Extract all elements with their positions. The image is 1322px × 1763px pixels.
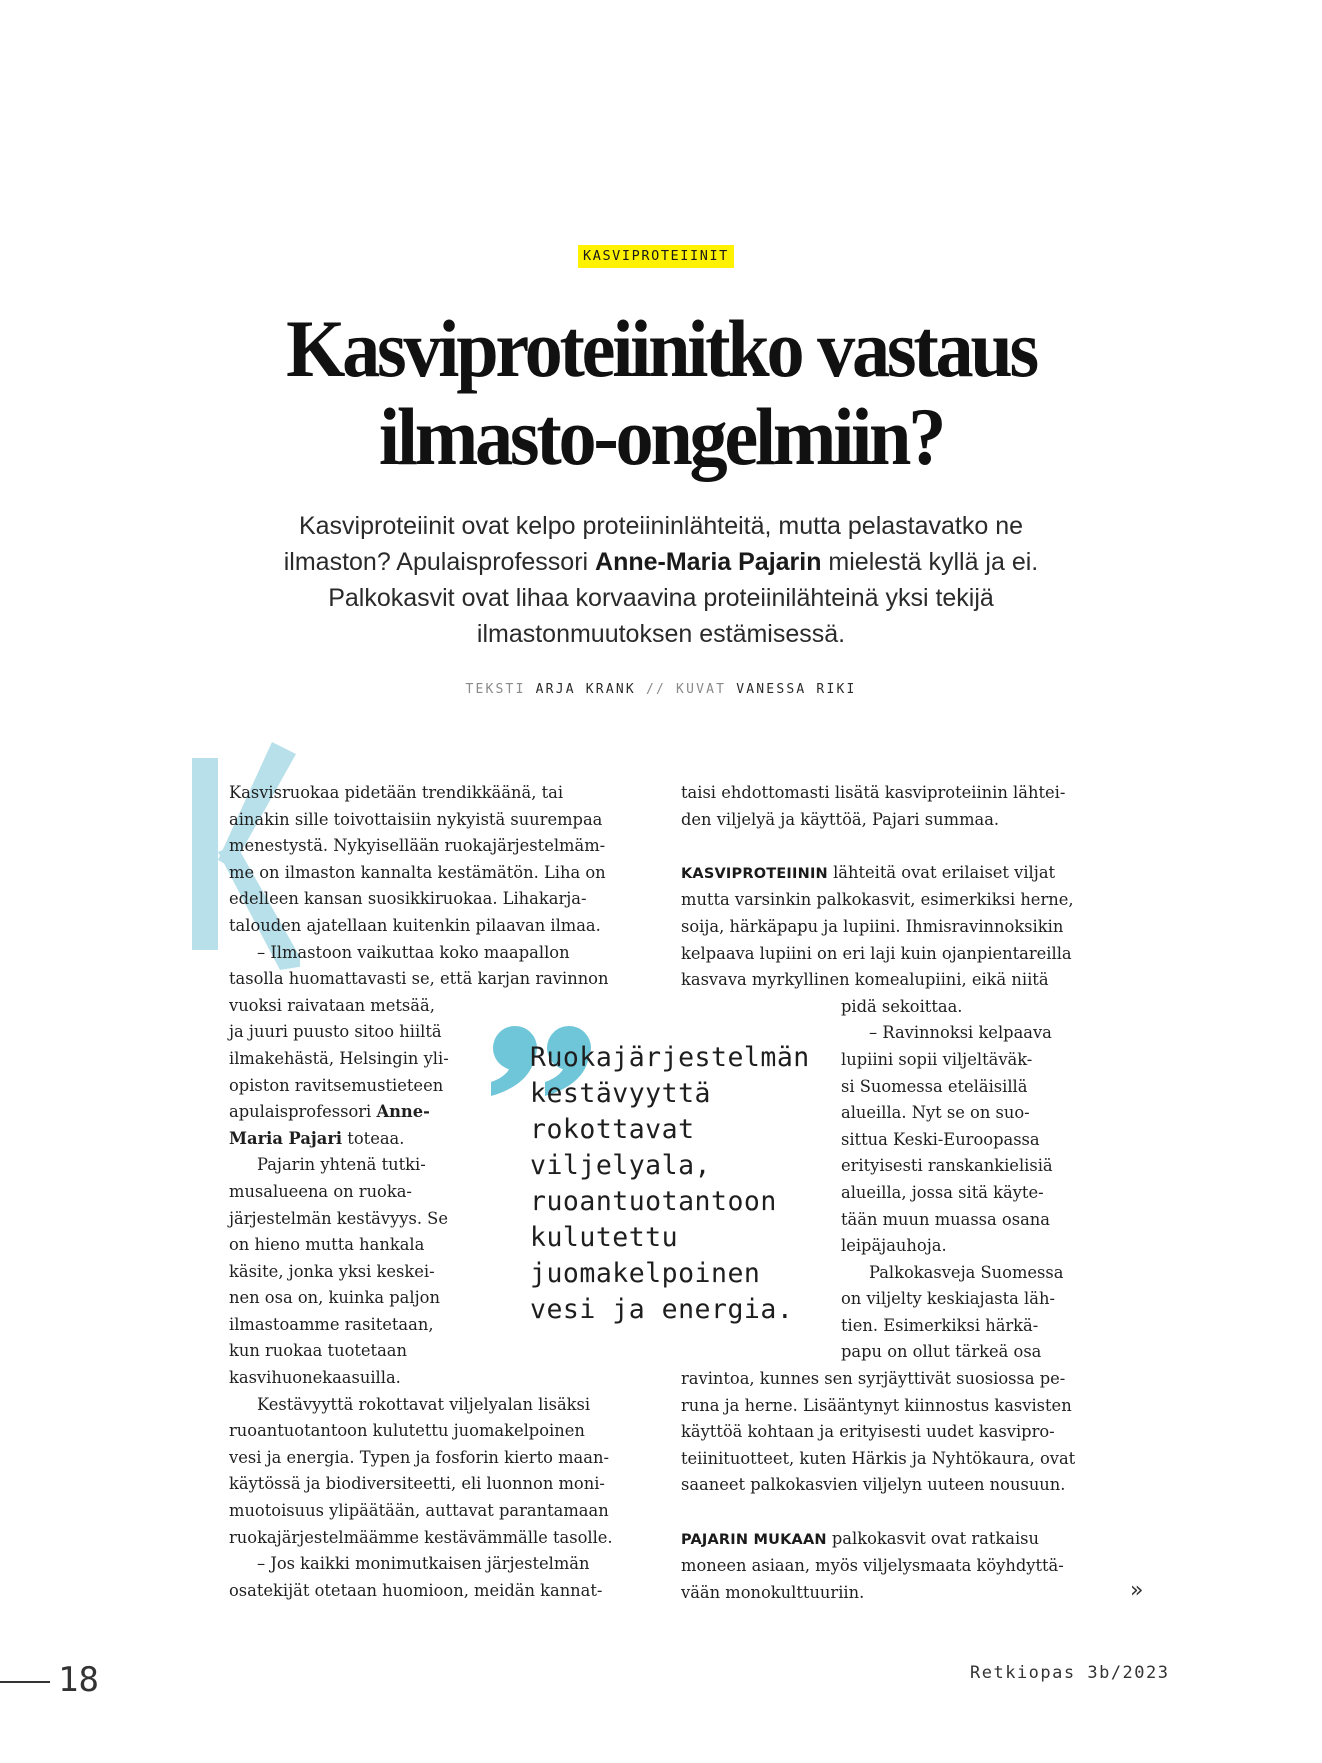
text-line: – Ravinnoksi kelpaava bbox=[869, 1023, 1052, 1043]
text-line: lupiini sopii viljeltäväk- bbox=[841, 1049, 1033, 1069]
page-number: 18 bbox=[58, 1660, 99, 1700]
byline-author: ARJA KRANK bbox=[535, 682, 636, 697]
article-title bbox=[46, 305, 1275, 481]
pull-quote-line: rokottavat bbox=[530, 1114, 695, 1145]
text-line: järjestelmän kestävyys. Se bbox=[229, 1208, 448, 1228]
text-line: ilmastoamme rasitetaan, bbox=[229, 1314, 434, 1334]
text-line: erityisesti ranskankielisiä bbox=[841, 1156, 1053, 1176]
text-line: ainakin sille toivottaisiin nykyistä suurempaa bbox=[229, 809, 603, 829]
pull-quote-line: Ruokajärjestelmän bbox=[530, 1042, 810, 1073]
byline bbox=[0, 682, 1322, 697]
text-line: ravintoa, kunnes sen syrjäyttivät suosiossa pe- bbox=[681, 1369, 1066, 1389]
lead-name: Anne-Maria Pajarin bbox=[595, 548, 822, 576]
text-fragment: palkokasvit ovat ratkaisu bbox=[826, 1528, 1040, 1548]
pull-quote-line: viljelyala, bbox=[530, 1150, 711, 1181]
byline-photo-label: KUVAT bbox=[676, 682, 727, 697]
text-line: papu on ollut tärkeä osa bbox=[841, 1342, 1042, 1362]
text-line: mutta varsinkin palkokasvit, esimerkiksi herne, bbox=[681, 890, 1074, 910]
text-fragment: apulaisprofessori bbox=[229, 1102, 377, 1122]
text-line: si Suomessa eteläisillä bbox=[841, 1076, 1028, 1096]
text-line: on hieno mutta hankala bbox=[229, 1235, 425, 1255]
text-line: pidä sekoittaa. bbox=[841, 996, 963, 1016]
text-line: talouden ajatellaan kuitenkin pilaavan ilmaa. bbox=[229, 915, 601, 935]
text-line: tasolla huomattavasti se, että karjan ravinnon bbox=[229, 969, 609, 989]
text-line: alueilla, jossa sitä käyte- bbox=[841, 1182, 1044, 1202]
text-line bbox=[681, 860, 1101, 888]
text-line: ruokajärjestelmäämme kestävämmälle tasolle. bbox=[229, 1527, 613, 1547]
text-line: osatekijät otetaan huomioon, meidän kannat- bbox=[229, 1580, 603, 1600]
text-line: edelleen kansan suosikkiruokaa. Lihakarja- bbox=[229, 889, 587, 909]
text-line: kun ruokaa tuotetaan bbox=[229, 1341, 407, 1361]
text-line: musalueena on ruoka- bbox=[229, 1181, 412, 1201]
title-line-2: ilmasto-ongelmiin? bbox=[378, 391, 944, 482]
text-line: käsite, jonka yksi keskei- bbox=[229, 1261, 435, 1281]
byline-separator: // bbox=[645, 682, 667, 697]
col2-paragraph-5 bbox=[681, 1526, 1101, 1607]
pull-quote-line: juomakelpoinen bbox=[530, 1258, 761, 1289]
text-line: tien. Esimerkiksi härkä- bbox=[841, 1315, 1039, 1335]
byline-text-label: TEKSTI bbox=[465, 682, 526, 697]
col1-paragraph-4 bbox=[229, 1392, 629, 1552]
pull-quote-line: kestävyyttä bbox=[530, 1078, 711, 1109]
pull-quote-line: vesi ja energia. bbox=[530, 1294, 794, 1325]
interviewee-name: Anne- bbox=[376, 1102, 430, 1122]
text-line: sittua Keski-Euroopassa bbox=[841, 1129, 1040, 1149]
column-2 bbox=[681, 780, 1101, 1606]
text-line: alueilla. Nyt se on suo- bbox=[841, 1103, 1030, 1123]
lead-text-2: mielestä kyllä ja ei. Palkokasvit ovat lihaa korvaavina proteiinilähteinä yksi tekijä ilmastonmuutoksen estämisessä. bbox=[328, 548, 1039, 648]
text-line: saaneet palkokasvien viljelyn uuteen nousuun. bbox=[681, 1475, 1066, 1495]
text-line: soija, härkäpapu ja lupiini. Ihmisravinnoksikin bbox=[681, 916, 1064, 936]
text-line: opiston ravitsemustieteen bbox=[229, 1075, 444, 1095]
text-line: taisi ehdottomasti lisätä kasviproteiinin lähtei- bbox=[681, 783, 1066, 802]
text-line: käytössä ja biodiversiteetti, eli luonnon moni- bbox=[229, 1474, 605, 1494]
pull-quote-line: kulutettu bbox=[530, 1222, 679, 1253]
text-line: ja juuri puusto sitoo hiiltä bbox=[229, 1022, 442, 1042]
byline-photographer: VANESSA RIKI bbox=[736, 682, 857, 697]
section-kicker: KASVIPROTEIINIT bbox=[578, 245, 734, 268]
text-line: muotoisuus ylipäätään, auttavat parantamaan bbox=[229, 1501, 609, 1521]
pull-quote-line: ruoantuotantoon bbox=[530, 1186, 777, 1217]
title-line-1: Kasviproteiinitko vastaus bbox=[286, 303, 1036, 394]
col2-paragraph-1 bbox=[681, 780, 1101, 833]
col1-paragraph-5 bbox=[229, 1551, 629, 1604]
run-in-heading: PAJARIN MUKAAN bbox=[681, 1531, 827, 1548]
text-line: nen osa on, kuinka paljon bbox=[229, 1288, 440, 1308]
text-line: den viljelyä ja käyttöä, Pajari summaa. bbox=[681, 809, 1000, 829]
text-line bbox=[681, 1526, 1101, 1554]
col2-paragraph-4 bbox=[681, 1260, 1101, 1499]
col2-paragraph-2 bbox=[681, 860, 1101, 1021]
text-line: me on ilmaston kannalta kestämätön. Liha on bbox=[229, 862, 606, 882]
col2-paragraph-3 bbox=[681, 1020, 1101, 1259]
text-line: – Jos kaikki monimutkaisen järjestelmän bbox=[257, 1554, 590, 1574]
folio-rule bbox=[0, 1681, 50, 1683]
run-in-heading: KASVIPROTEIININ bbox=[681, 865, 828, 882]
text-line: Kasvisruokaa pidetään trendikkäänä, tai bbox=[229, 783, 564, 802]
text-line: Pajarin yhtenä tutki- bbox=[257, 1155, 426, 1175]
text-line: ruoantuotantoon kulutettu juomakelpoinen bbox=[229, 1421, 585, 1441]
text-line: tään muun muassa osana bbox=[841, 1209, 1050, 1229]
text-line: käyttöä kohtaan ja erityisesti uudet kasvipro- bbox=[681, 1422, 1055, 1442]
text-line: Palkokasveja Suomessa bbox=[869, 1262, 1064, 1282]
text-line: vuoksi raivataan metsää, bbox=[229, 995, 435, 1015]
article-lead bbox=[260, 508, 1062, 652]
publication-name: Retkiopas 3b/2023 bbox=[970, 1663, 1170, 1683]
text-line: kasvava myrkyllinen komealupiini, eikä niitä bbox=[681, 970, 1049, 990]
lead-text-1: Kasviproteiinit ovat kelpo proteiininlähteitä, mutta pelastavatko ne ilmaston? Apulaisprofessori bbox=[283, 512, 1024, 576]
text-line: runa ja herne. Lisääntynyt kiinnostus kasvisten bbox=[681, 1395, 1072, 1415]
text-line: vään monokulttuuriin. bbox=[681, 1582, 865, 1602]
text-line: Kestävyyttä rokottavat viljelyalan lisäksi bbox=[257, 1394, 591, 1414]
continue-arrow-icon: » bbox=[1130, 1578, 1144, 1603]
text-line: leipäjauhoja. bbox=[841, 1236, 947, 1256]
interviewee-name: Maria Pajari bbox=[229, 1128, 343, 1148]
text-line: – Ilmastoon vaikuttaa koko maapallon bbox=[257, 942, 570, 962]
text-line: menestystä. Nykyisellään ruokajärjestelmäm- bbox=[229, 836, 606, 856]
text-line: ilmakehästä, Helsingin yli- bbox=[229, 1048, 449, 1068]
text-line: kelpaava lupiini on eri laji kuin ojanpientareilla bbox=[681, 943, 1072, 963]
text-line: teiinituotteet, kuten Härkis ja Nyhtökaura, ovat bbox=[681, 1448, 1076, 1468]
col1-paragraph-1 bbox=[229, 780, 629, 940]
text-line: vesi ja energia. Typen ja fosforin kierto maan- bbox=[229, 1447, 609, 1467]
text-fragment: lähteitä ovat erilaiset viljat bbox=[827, 862, 1056, 882]
text-line: on viljelty keskiajasta läh- bbox=[841, 1289, 1055, 1309]
text-line: kasvihuonekaasuilla. bbox=[229, 1368, 401, 1388]
text-line: moneen asiaan, myös viljelysmaata köyhdyttä- bbox=[681, 1556, 1064, 1576]
text-fragment: toteaa. bbox=[342, 1128, 405, 1148]
